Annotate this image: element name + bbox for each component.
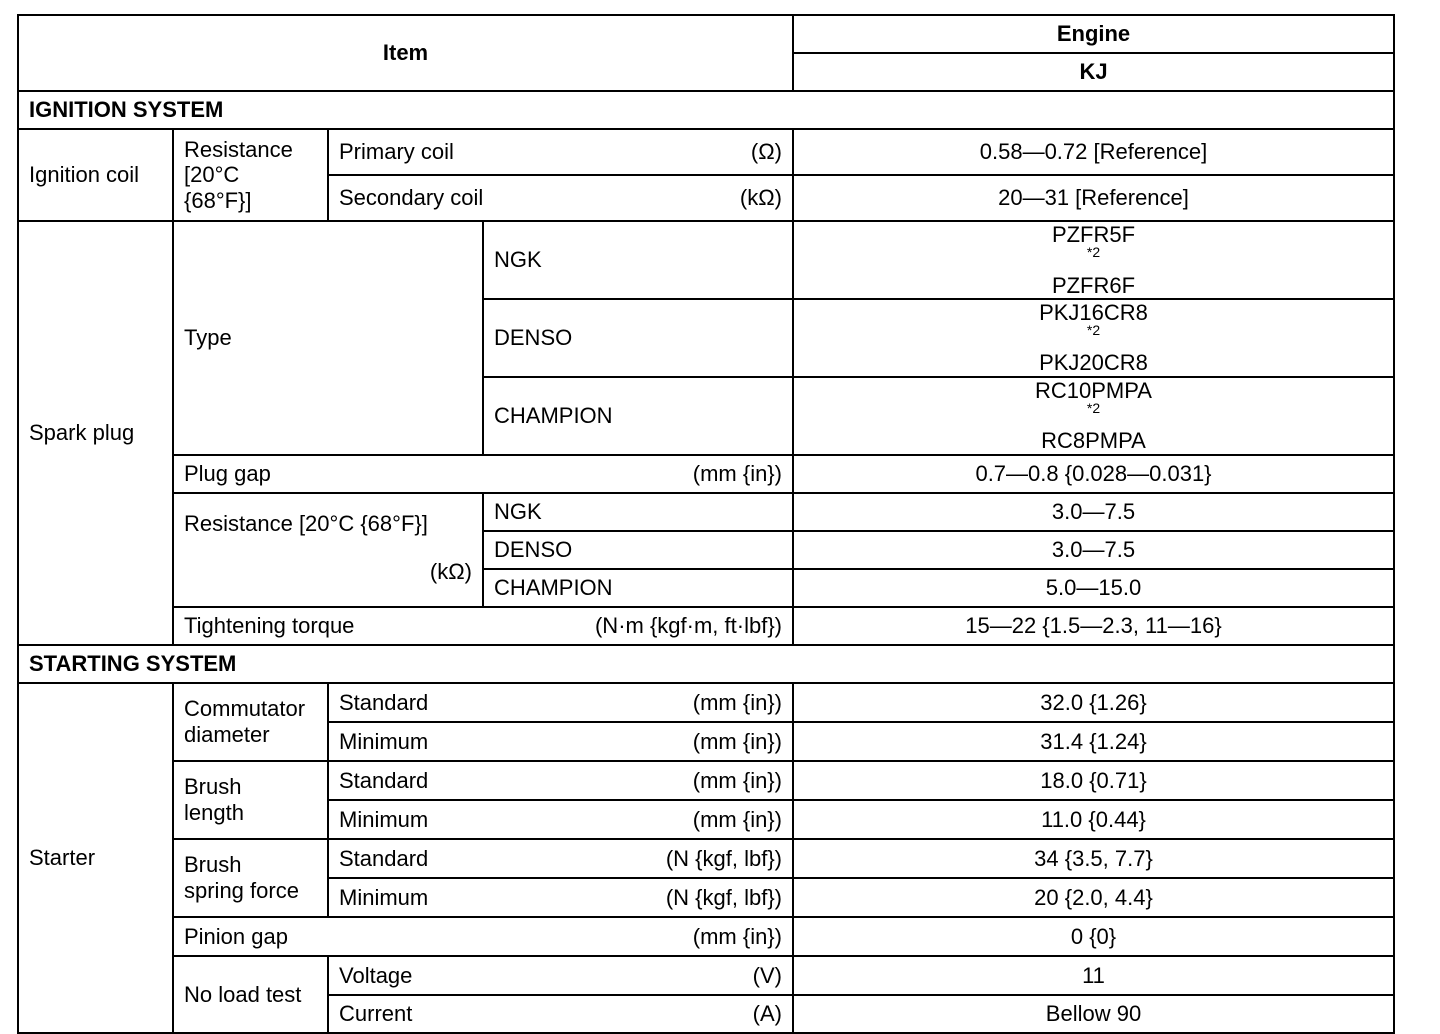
table-row [18, 956, 1394, 995]
brush-length-standard-value: 18.0 {0.71} [793, 761, 1394, 800]
table-row [18, 129, 1394, 175]
resistance-maker-denso: DENSO [483, 531, 793, 569]
plug-type-label: Type [173, 221, 483, 455]
pinion-gap-value: 0 {0} [793, 917, 1394, 956]
commutator-minimum-item: Minimum (mm {in}) [328, 722, 793, 761]
resistance-maker-ngk: NGK [483, 493, 793, 531]
plug-gap-item: Plug gap (mm {in}) [173, 455, 793, 493]
brush-length-minimum-value: 11.0 {0.44} [793, 800, 1394, 839]
table-row [18, 839, 1394, 878]
table-row [18, 607, 1394, 645]
plug-type-denso-value: PKJ16CR8 $^{*2}$ PKJ20CR8 [793, 299, 1394, 377]
pinion-gap-item: Pinion gap (mm {in}) [173, 917, 793, 956]
starter-label: Starter [18, 683, 173, 1033]
ignition-system-title: IGNITION SYSTEM [18, 91, 1394, 129]
plug-maker-denso: DENSO [483, 299, 793, 377]
secondary-coil-item: Secondary coil (kΩ) [328, 175, 793, 221]
tightening-torque-value: 15—22 {1.5—2.3, 11—16} [793, 607, 1394, 645]
brush-length-minimum-item: Minimum (mm {in}) [328, 800, 793, 839]
plug-gap-value: 0.7—0.8 {0.028—0.031} [793, 455, 1394, 493]
no-load-test-label: No load test [173, 956, 328, 1033]
brush-spring-force-label: Brush spring force [173, 839, 328, 917]
table-row [18, 917, 1394, 956]
spec-table [17, 14, 1395, 1034]
primary-coil-item: Primary coil (Ω) [328, 129, 793, 175]
no-load-current-value: Bellow 90 [793, 995, 1394, 1033]
commutator-minimum-value: 31.4 {1.24} [793, 722, 1394, 761]
brush-length-standard-item: Standard (mm {in}) [328, 761, 793, 800]
section-row [18, 645, 1394, 683]
no-load-current-item: Current (A) [328, 995, 793, 1033]
brush-length-label: Brush length [173, 761, 328, 839]
coil-resistance-label: Resistance [20°C {68°F}] [173, 129, 328, 221]
brush-spring-minimum-value: 20 {2.0, 4.4} [793, 878, 1394, 917]
table-row [18, 683, 1394, 722]
engine-header: Engine [793, 15, 1394, 53]
table-row [18, 455, 1394, 493]
brush-spring-standard-value: 34 {3.5, 7.7} [793, 839, 1394, 878]
section-row [18, 91, 1394, 129]
plug-maker-ngk: NGK [483, 221, 793, 299]
header-row [18, 15, 1394, 53]
no-load-voltage-item: Voltage (V) [328, 956, 793, 995]
secondary-coil-value: 20—31 [Reference] [793, 175, 1394, 221]
plug-maker-champion: CHAMPION [483, 377, 793, 455]
table-row [18, 221, 1394, 299]
table-row [18, 493, 1394, 531]
ignition-coil-label: Ignition coil [18, 129, 173, 221]
item-header: Item [18, 15, 793, 91]
plug-type-champion-value: RC10PMPA $^{*2}$ RC8PMPA [793, 377, 1394, 455]
tightening-torque-item: Tightening torque (N·m {kgf·m, ft·lbf}) [173, 607, 793, 645]
table-row [18, 761, 1394, 800]
brush-spring-minimum-item: Minimum (N {kgf, lbf}) [328, 878, 793, 917]
commutator-standard-value: 32.0 {1.26} [793, 683, 1394, 722]
primary-coil-value: 0.58—0.72 [Reference] [793, 129, 1394, 175]
commutator-standard-item: Standard (mm {in}) [328, 683, 793, 722]
commutator-diameter-label: Commutator diameter [173, 683, 328, 761]
resistance-denso-value: 3.0—7.5 [793, 531, 1394, 569]
resistance-maker-champion: CHAMPION [483, 569, 793, 607]
engine-code-header: KJ [793, 53, 1394, 91]
brush-spring-standard-item: Standard (N {kgf, lbf}) [328, 839, 793, 878]
no-load-voltage-value: 11 [793, 956, 1394, 995]
plug-resistance-label: Resistance [20°C {68°F}] (kΩ) [173, 493, 483, 607]
resistance-ngk-value: 3.0—7.5 [793, 493, 1394, 531]
resistance-champion-value: 5.0—15.0 [793, 569, 1394, 607]
starting-system-title: STARTING SYSTEM [18, 645, 1394, 683]
plug-type-ngk-value: PZFR5F $^{*2}$ PZFR6F [793, 221, 1394, 299]
spark-plug-label: Spark plug [18, 221, 173, 645]
